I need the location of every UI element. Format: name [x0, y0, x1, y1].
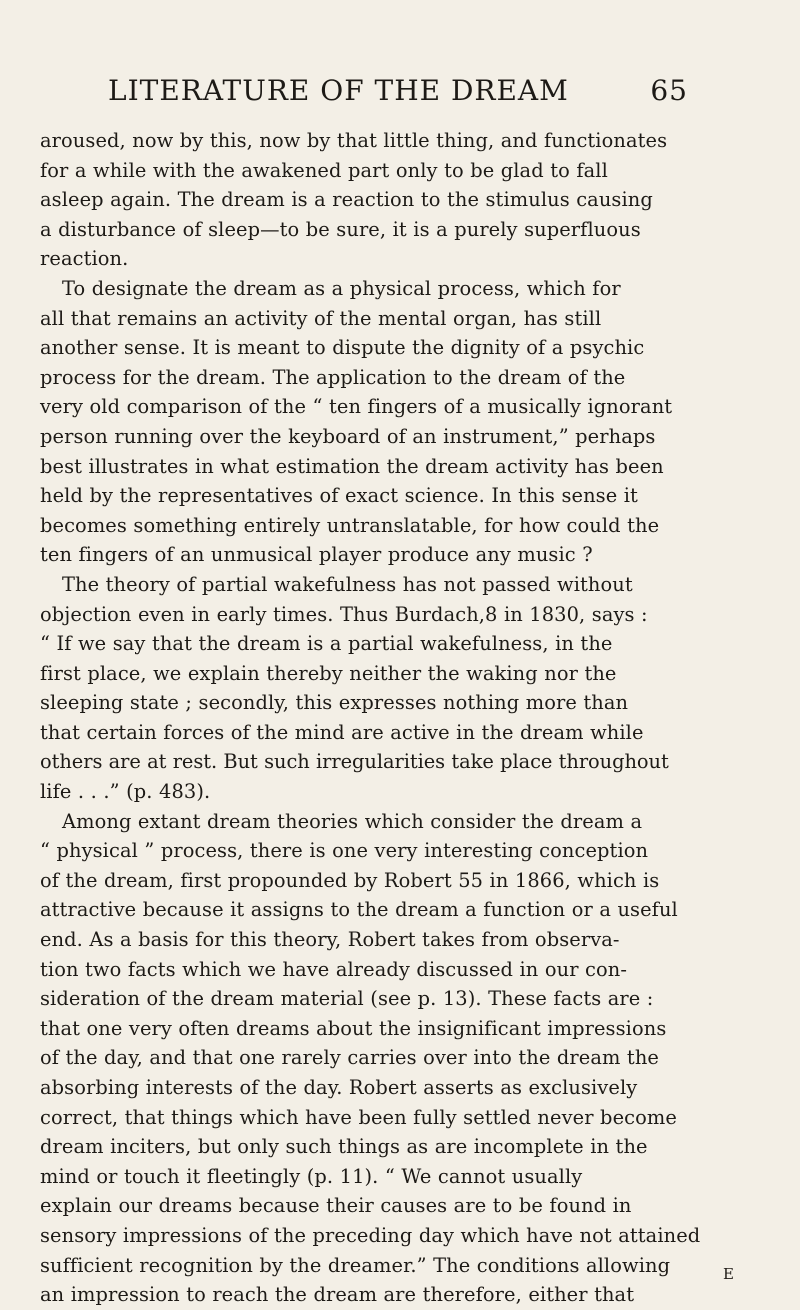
body-line-10: very old comparison of the “ ten fingers of a musically ignorant: [40, 395, 673, 419]
body-line-39: sufficient recognition by the dreamer.” The conditions allowing: [40, 1253, 671, 1277]
page-number: 65: [650, 74, 688, 107]
body-line-20: sleeping state ; secondly, this expresses nothing more than: [40, 691, 629, 715]
body-line-40: an impression to reach the dream are therefore, either that: [40, 1283, 635, 1307]
body-line-36: mind or touch it fleetingly (p. 11). “ We cannot usually: [40, 1164, 583, 1188]
page-header: [108, 74, 688, 114]
body-line-33: absorbing interests of the day. Robert asserts as exclusively: [40, 1076, 638, 1099]
main-text: [40, 126, 750, 1310]
body-line-1: aroused, now by this, now by that little thing, and functionates: [40, 129, 668, 152]
body-line-9: process for the dream. The application to the dream of the: [40, 365, 626, 389]
body-line-30: sideration of the dream material (see p. 13). These facts are :: [40, 987, 654, 1011]
body-line-4: a disturbance of sleep—to be sure, it is a purely superfluous: [40, 217, 641, 241]
body-line-8: another sense. It is meant to dispute the dignity of a psychic: [40, 336, 645, 360]
body-line-37: explain our dreams because their causes are to be found in: [40, 1194, 632, 1218]
body-line-32: of the day, and that one rarely carries over into the dream the: [40, 1046, 659, 1070]
body-line-17: objection even in early times. Thus Burdach,8 in 1830, says :: [40, 602, 648, 626]
body-line-2: for a while with the awakened part only to be glad to fall: [40, 158, 608, 182]
body-line-7: all that remains an activity of the mental organ, has still: [40, 306, 602, 330]
body-line-13: held by the representatives of exact science. In this sense it: [40, 484, 638, 508]
signature-mark: E: [723, 1265, 735, 1283]
body-line-3: asleep again. The dream is a reaction to the stimulus causing: [40, 188, 653, 212]
body-line-29: tion two facts which we have already discussed in our con-: [40, 957, 628, 981]
body-line-6: To designate the dream as a physical process, which for: [62, 276, 621, 300]
body-line-16: The theory of partial wakefulness has not passed without: [62, 572, 633, 596]
body-line-26: of the dream, first propounded by Robert 55 in 1866, which is: [40, 868, 660, 892]
body-line-14: becomes something entirely untranslatable, for how could the: [40, 513, 660, 537]
body-line-11: person running over the keyboard of an instrument,” perhaps: [40, 424, 656, 448]
body-line-35: dream inciters, but only such things as are incomplete in the: [40, 1135, 648, 1159]
body-line-25: “ physical ” process, there is one very interesting conception: [40, 839, 649, 863]
body-line-31: that one very often dreams about the insignificant impressions: [40, 1016, 667, 1040]
body-line-18: “ If we say that the dream is a partial wakefulness, in the: [40, 632, 613, 656]
body-line-15: ten fingers of an unmusical player produce any music ?: [40, 543, 593, 567]
body-line-21: that certain forces of the mind are active in the dream while: [40, 720, 644, 744]
body-line-28: end. As a basis for this theory, Robert takes from observa-: [40, 928, 620, 952]
body-line-23: life . . .” (p. 483).: [40, 780, 211, 804]
body-line-5: reaction.: [40, 247, 129, 271]
body-line-27: attractive because it assigns to the dream a function or a useful: [40, 898, 678, 922]
body-line-34: correct, that things which have been fully settled never become: [40, 1105, 677, 1129]
body-line-12: best illustrates in what estimation the dream activity has been: [40, 454, 664, 478]
body-line-38: sensory impressions of the preceding day which have not attained: [40, 1223, 701, 1247]
body-line-24: Among extant dream theories which consider the dream a: [62, 809, 643, 833]
body-line-19: first place, we explain thereby neither the waking nor the: [40, 661, 617, 685]
running-title: LITERATURE OF THE DREAM: [108, 74, 569, 107]
body-line-22: others are at rest. But such irregularities take place throughout: [40, 750, 669, 774]
